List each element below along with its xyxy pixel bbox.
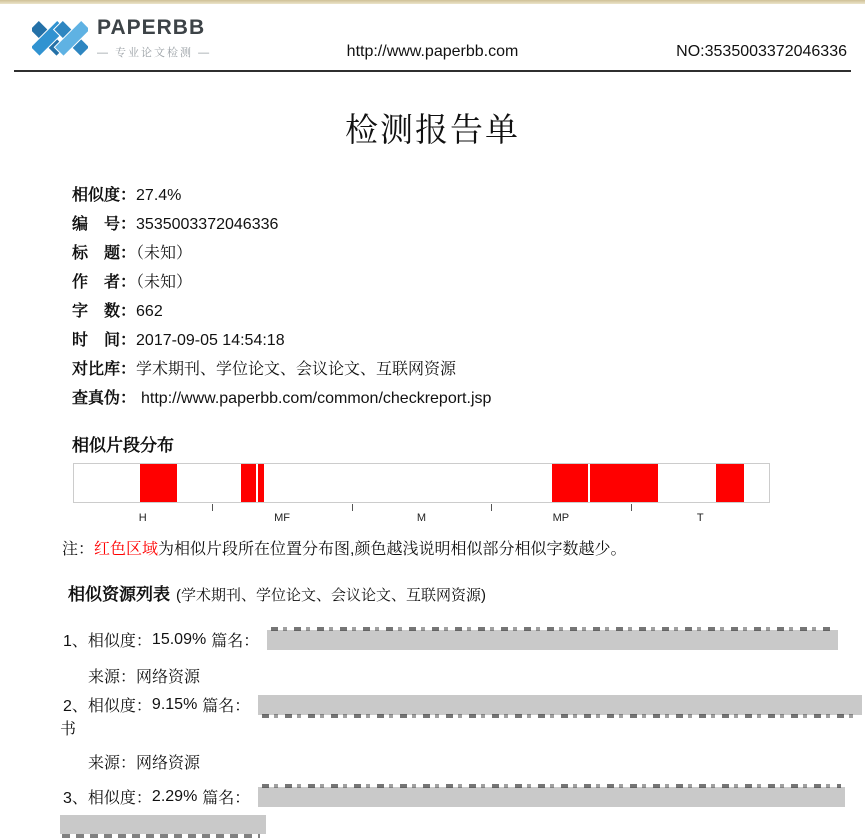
source-item-line: [63, 785, 845, 808]
similarity-label: 相似度：: [87, 633, 152, 650]
source-item-line: [63, 628, 838, 651]
title-label: 篇名：: [202, 790, 251, 807]
sources-heading-main: 相似资源列表: [68, 585, 170, 604]
redacted-title: [258, 787, 845, 807]
field-datetime: [72, 326, 865, 355]
similarity-label: 相似度：: [87, 698, 152, 715]
source-item-3: [0, 785, 865, 834]
field-word-count: [72, 297, 865, 326]
field-value: 27.4%: [136, 187, 182, 204]
distribution-segment: [552, 464, 588, 502]
field-label: 作 者：: [72, 274, 137, 291]
axis-label: H: [138, 512, 147, 524]
distribution-segment: [241, 464, 256, 502]
field-similarity: [72, 181, 865, 210]
field-verify-url: [72, 384, 865, 413]
source-item-line: [63, 693, 862, 716]
brand-name: PAPERBB: [97, 16, 206, 39]
source-value: 网络资源: [136, 755, 201, 772]
axis-label: MP: [552, 512, 570, 524]
brand: [14, 10, 347, 64]
field-value: （未知）: [136, 274, 193, 291]
field-label: 时 间：: [72, 332, 137, 349]
similarity-value: 9.15%: [151, 695, 198, 713]
distribution-note: [62, 536, 865, 559]
source-line: [88, 750, 865, 773]
field-value: 学术期刊、学位论文、会议论文、互联网资源: [136, 361, 457, 378]
report-fields: [72, 181, 865, 413]
distribution-heading: 相似片段分布: [72, 436, 174, 455]
axis-tick: [352, 504, 353, 511]
similarity-label: 相似度：: [87, 790, 152, 807]
brand-tagline: — 专业论文检测 —: [97, 47, 212, 59]
paperbb-logo-icon: [32, 12, 88, 64]
item-index: 1、: [63, 633, 88, 650]
field-title: [72, 239, 865, 268]
similarity-value: 15.09%: [151, 630, 207, 648]
source-line: [88, 664, 865, 687]
axis-label: T: [696, 512, 704, 524]
item-index: 2、: [63, 698, 88, 715]
redacted-title-wrap: [60, 815, 266, 834]
distribution-segment: [258, 464, 264, 502]
verify-url-link[interactable]: http://www.paperbb.com/common/checkreport.jsp: [141, 390, 492, 407]
site-url-link[interactable]: http://www.paperbb.com: [346, 43, 519, 60]
distribution-chart: [73, 463, 770, 527]
note-prefix: 注：: [62, 541, 95, 558]
field-value: （未知）: [136, 245, 193, 262]
note-red-area-text: 红色区域: [94, 541, 159, 558]
report-number: NO:3535003372046336: [676, 43, 847, 60]
field-author: [72, 268, 865, 297]
source-item-2: [0, 693, 865, 773]
axis-label: MF: [274, 512, 291, 524]
distribution-segment: [140, 464, 177, 502]
axis-tick: [212, 504, 213, 511]
axis-label: M: [416, 512, 427, 524]
distribution-labels: [73, 512, 770, 527]
axis-tick: [491, 504, 492, 511]
sources-heading: [68, 580, 865, 605]
title-overflow-char: 书: [60, 721, 77, 738]
title-label: 篇名：: [202, 698, 251, 715]
field-label: 对比库：: [72, 361, 137, 378]
source-label: 来源：: [88, 755, 137, 772]
field-databases: [72, 355, 865, 384]
distribution-segment: [590, 464, 658, 502]
source-item-1: [0, 628, 865, 687]
field-label: 编 号：: [72, 216, 137, 233]
field-label: 相似度：: [72, 187, 137, 204]
source-value: 网络资源: [136, 669, 201, 686]
field-value: 662: [136, 303, 163, 320]
page-title: 检测报告单: [345, 111, 520, 148]
page-header: [14, 4, 851, 72]
field-value: 2017-09-05 14:54:18: [136, 332, 285, 349]
redacted-title: [267, 630, 838, 650]
field-report-id: [72, 210, 865, 239]
similarity-value: 2.29%: [151, 787, 198, 805]
sources-heading-note: (学术期刊、学位论文、会议论文、互联网资源): [176, 587, 486, 604]
field-label: 查真伪：: [72, 390, 137, 407]
field-label: 字 数：: [72, 303, 137, 320]
title-label: 篇名：: [211, 633, 260, 650]
field-value: 3535003372046336: [136, 216, 279, 233]
distribution-segment: [716, 464, 744, 502]
redacted-title: [258, 695, 862, 715]
field-label: 标 题：: [72, 245, 137, 262]
item-index: 3、: [63, 790, 88, 807]
note-rest: 为相似片段所在位置分布图,颜色越浅说明相似部分相似字数越少。: [158, 541, 627, 558]
source-label: 来源：: [88, 669, 137, 686]
distribution-bar: [73, 463, 770, 503]
axis-tick: [631, 504, 632, 511]
distribution-ticks: [73, 503, 770, 512]
